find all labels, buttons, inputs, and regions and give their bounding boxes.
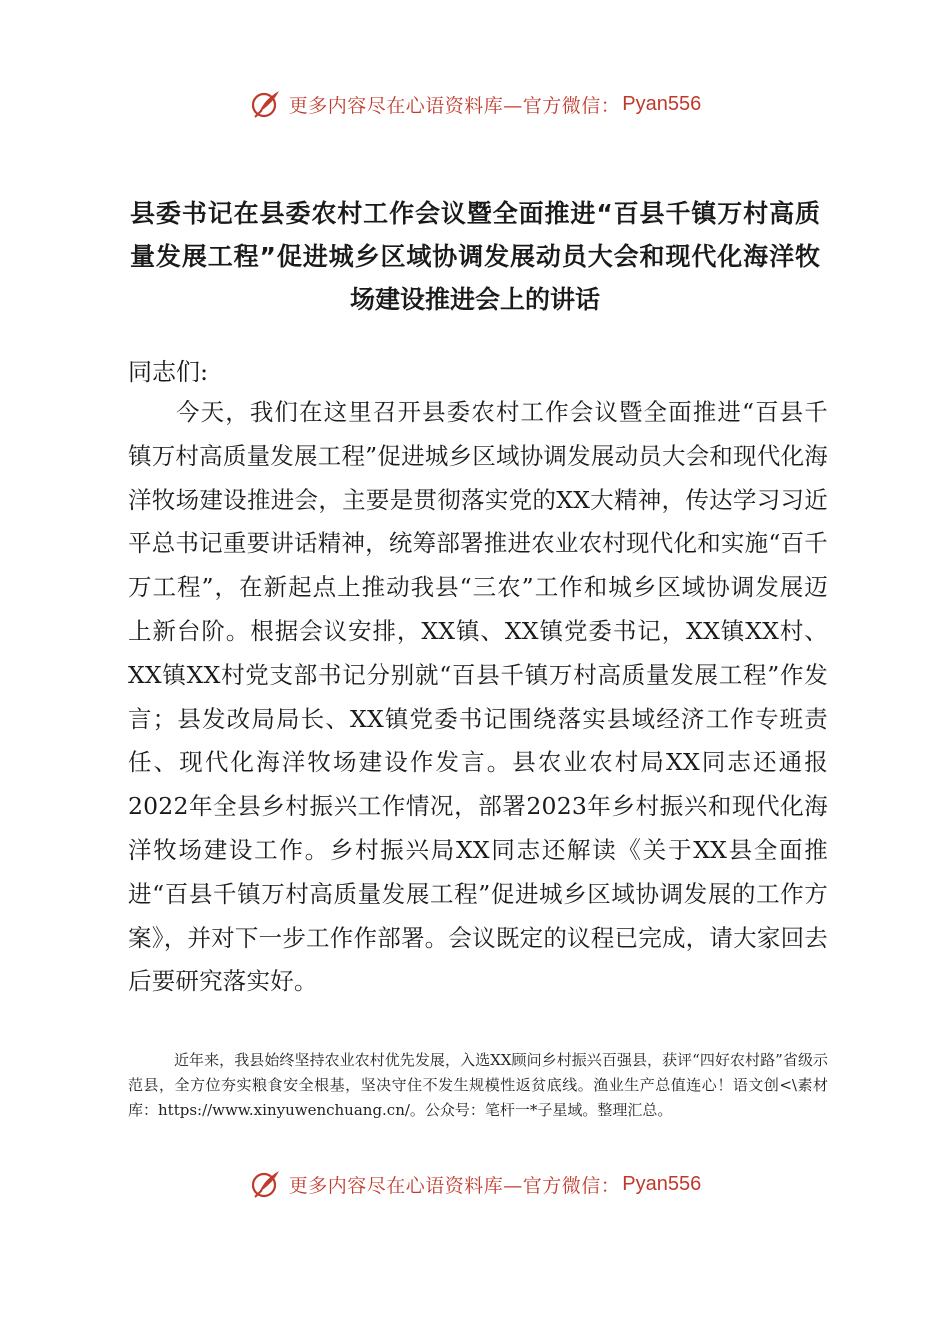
banner-text: 更多内容尽在心语资料库—官方微信： bbox=[288, 1174, 621, 1197]
title-line: 量发展工程”促进城乡区域协调发展动员大会和现代化海洋牧 bbox=[130, 242, 820, 271]
document-title bbox=[130, 192, 820, 321]
red-quill-logo-icon bbox=[249, 1167, 283, 1201]
top-watermark-banner bbox=[0, 84, 950, 124]
footnote-paragraph: 近年来，我县始终坚持农业农村优先发展，入选XX顾问乡村振兴百强县，获评“四好农村路”省级示范县，全方位夯实粮食安全根基，坚决守住不发生规模性返贫底线。渔业生产总值连心！语文创<\素材库：https://www.xinyuwenchuang.cn/。公众号：笔杆一*子星域。整理汇总。 bbox=[128, 1051, 828, 1119]
title-line: 县委书记在县委农村工作会议暨全面推进“百县千镇万村高质 bbox=[130, 199, 820, 228]
title-line: 场建设推进会上的讲话 bbox=[349, 285, 600, 314]
body-paragraph: 今天，我们在这里召开县委农村工作会议暨全面推进“百县千镇万村高质量发展工程”促进城乡区域协调发展动员大会和现代化海洋牧场建设推进会，主要是贯彻落实党的XX大精神，传达学习习近平总书记重要讲话精神，统筹部署推进农业农村现代化和实施“百千万工程”，在新起点上推动我县“三农”工作和城乡区域协调发展迈上新台阶。根据会议安排，XX镇、XX镇党委书记，XX镇XX村、XX镇XX村党支部书记分别就“百县千镇万村高质量发展工程”作发言；县发改局局长、XX镇党委书记围绕落实县域经济工作专班责任、现代化海洋牧场建设作发言。县农业农村局XX同志还通报2022年全县乡村振兴工作情况，部署2023年乡村振兴和现代化海洋牧场建设工作。乡村振兴局XX同志还解读《关于XX县全面推进“百县千镇万村高质量发展工程”促进城乡区域协调发展的工作方案》，并对下一步工作作部署。会议既定的议程已完成，请大家回去后要研究落实好。 bbox=[128, 398, 828, 996]
red-quill-logo-icon bbox=[249, 87, 283, 121]
banner-wechat-id: Pyan556 bbox=[622, 1172, 702, 1195]
salutation: 同志们: bbox=[128, 358, 209, 386]
banner-text: 更多内容尽在心语资料库—官方微信： bbox=[288, 94, 621, 117]
bottom-watermark-banner bbox=[0, 1164, 950, 1204]
banner-wechat-id: Pyan556 bbox=[622, 92, 702, 115]
